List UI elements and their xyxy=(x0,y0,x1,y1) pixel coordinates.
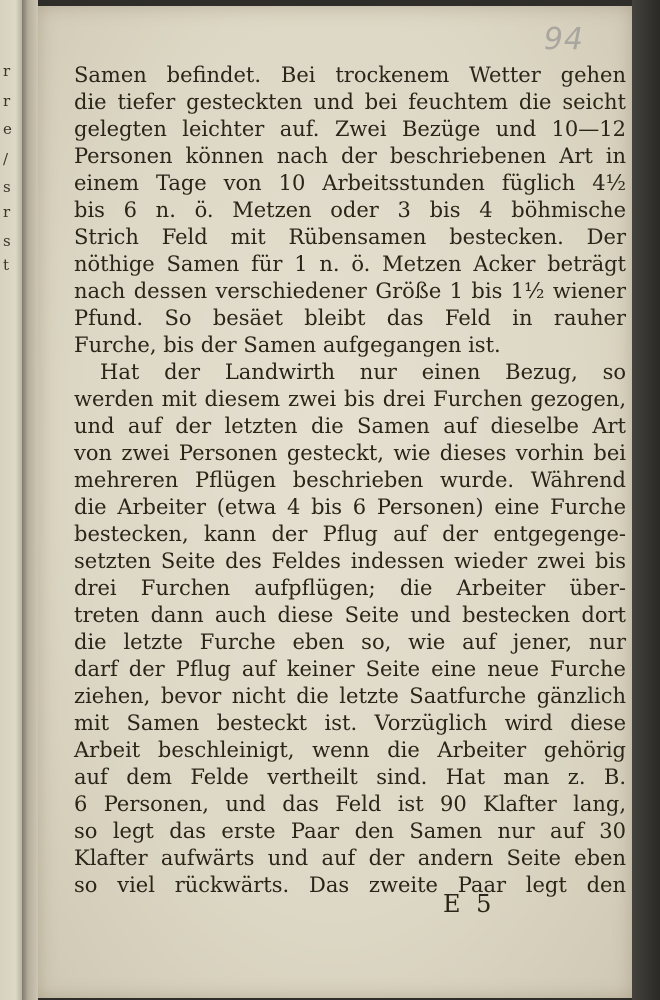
text-line: mit Samen besteckt ist. Vorzüglich wird diese xyxy=(74,711,626,735)
body-text xyxy=(74,62,626,899)
facing-page-fragment: s xyxy=(3,178,11,196)
text-line: 6 Personen, und das Feld ist 90 Klafter lang, xyxy=(74,792,626,816)
text-line: so legt das erste Paar den Samen nur auf 30 xyxy=(74,819,626,843)
facing-page-fragment: s xyxy=(3,232,11,250)
facing-page-fragment: r xyxy=(3,62,11,80)
text-line: treten dann auch diese Seite und bestecken dort xyxy=(74,603,626,627)
text-line: so viel rückwärts. Das zweite Paar legt den xyxy=(74,873,626,897)
text-line: Strich Feld mit Rübensamen bestecken. Der xyxy=(74,225,626,249)
facing-page-fragment: r xyxy=(3,92,11,110)
text-line: Samen befindet. Bei trockenem Wetter gehen xyxy=(74,63,626,87)
facing-page-fragment: t xyxy=(3,256,10,274)
text-line: darf der Pflug auf keiner Seite eine neue Furche xyxy=(74,657,626,681)
text-line: bis 6 n. ö. Metzen oder 3 bis 4 böhmische xyxy=(74,198,626,222)
signature-mark: E 5 xyxy=(443,890,496,918)
book-page xyxy=(38,6,632,998)
text-line: auf dem Felde vertheilt sind. Hat man z. B. xyxy=(74,765,626,789)
text-line: setzten Seite des Feldes indessen wieder zwei bis xyxy=(74,549,626,573)
text-line: Klafter aufwärts und auf der andern Seite eben xyxy=(74,846,626,870)
text-line: von zwei Personen gesteckt, wie dieses vorhin bei xyxy=(74,441,626,465)
text-line: Furche, bis der Samen aufgegangen ist. xyxy=(74,333,501,357)
text-line: die Arbeiter (etwa 4 bis 6 Personen) eine Furche xyxy=(74,495,626,519)
book-gutter xyxy=(22,0,38,1000)
facing-page-fragment: e xyxy=(3,120,12,138)
text-line: Personen können nach der beschriebenen Art in xyxy=(74,144,626,168)
text-line: bestecken, kann der Pflug auf der entgegenge- xyxy=(74,522,626,546)
facing-page-edge xyxy=(0,0,22,1000)
text-line: Pfund. So besäet bleibt das Feld in rauher xyxy=(74,306,626,330)
text-line: die letzte Furche eben so, wie auf jener, nur xyxy=(74,630,626,654)
text-line: drei Furchen aufpflügen; die Arbeiter über- xyxy=(74,576,626,600)
text-line: Arbeit beschleinigt, wenn die Arbeiter gehörig xyxy=(74,738,626,762)
text-line: ziehen, bevor nicht die letzte Saatfurche gänzlich xyxy=(74,684,626,708)
text-line: mehreren Pflügen beschrieben wurde. Während xyxy=(74,468,626,492)
text-line: gelegten leichter auf. Zwei Bezüge und 10—12 xyxy=(74,117,626,141)
facing-page-fragment: / xyxy=(3,150,9,168)
page-number: 94 xyxy=(543,22,584,57)
text-line: einem Tage von 10 Arbeitsstunden füglich 4½ xyxy=(74,171,626,195)
text-line: werden mit diesem zwei bis drei Furchen gezogen, xyxy=(74,387,626,411)
text-line: nach dessen verschiedener Größe 1 bis 1½ wiener xyxy=(74,279,626,303)
text-line: die tiefer gesteckten und bei feuchtem die seicht xyxy=(74,90,626,114)
text-line: und auf der letzten die Samen auf dieselbe Art xyxy=(74,414,626,438)
scan-background-edge xyxy=(632,0,660,1000)
text-line: nöthige Samen für 1 n. ö. Metzen Acker beträgt xyxy=(74,252,626,276)
facing-page-fragment: r xyxy=(3,203,11,221)
text-line: Hat der Landwirth nur einen Bezug, so xyxy=(100,360,626,384)
